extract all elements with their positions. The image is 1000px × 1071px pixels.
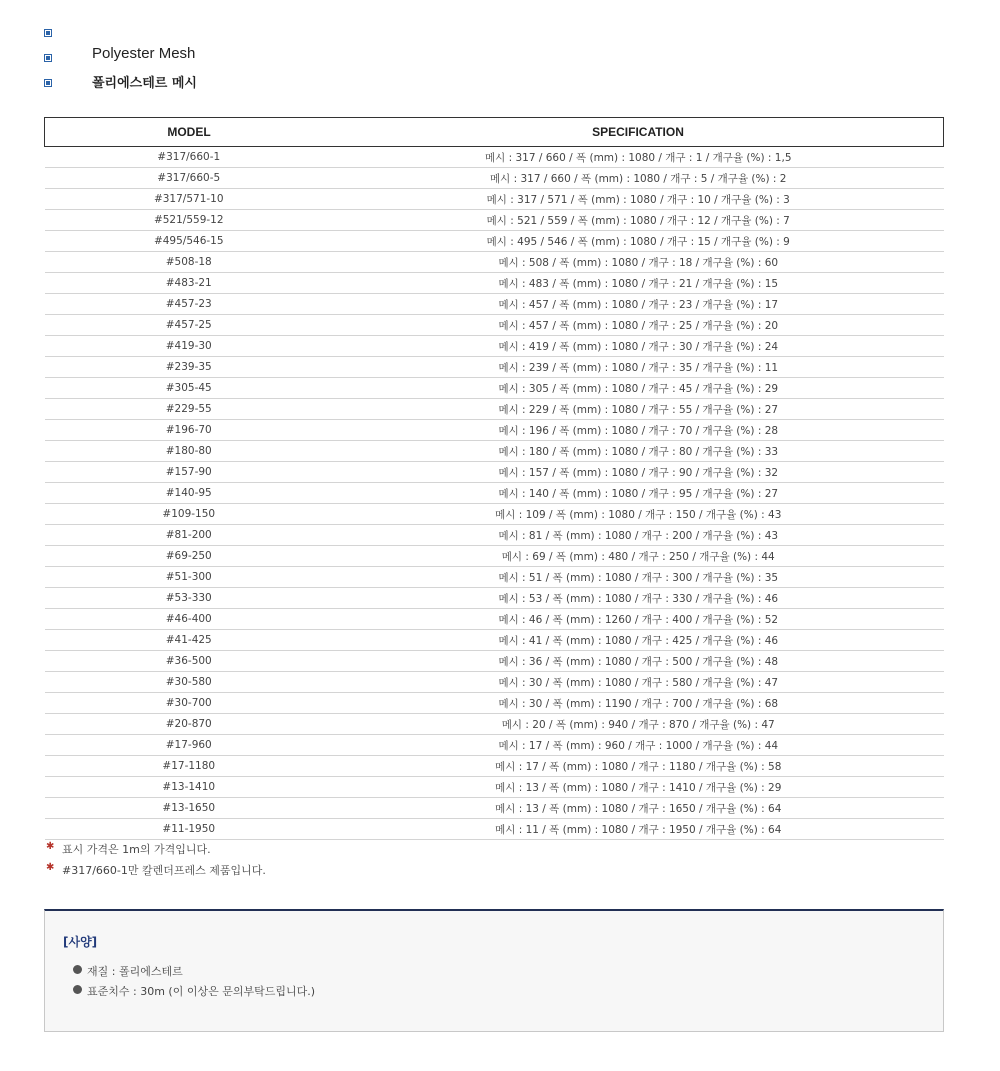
- square-bullet-icon: [44, 79, 52, 87]
- model-cell: #317/571-10: [45, 189, 334, 210]
- table-row: [45, 693, 944, 714]
- model-cell: #239-35: [45, 357, 334, 378]
- column-header-model: MODEL: [45, 118, 334, 147]
- table-row: [45, 462, 944, 483]
- table-row: [45, 441, 944, 462]
- table-row: [45, 399, 944, 420]
- model-cell: #30-580: [45, 672, 334, 693]
- table-row: [45, 651, 944, 672]
- specification-cell: 메시 : 495 / 546 / 폭 (mm) : 1080 / 개구 : 15 / 개구율 (%) : 9: [333, 231, 944, 252]
- table-row: [45, 273, 944, 294]
- dot-bullet-icon: [73, 965, 82, 974]
- table-row: [45, 588, 944, 609]
- table-row: [45, 609, 944, 630]
- table-row: [45, 567, 944, 588]
- column-header-specification: SPECIFICATION: [333, 118, 944, 147]
- table-row: [45, 819, 944, 840]
- specification-cell: 메시 : 109 / 폭 (mm) : 1080 / 개구 : 150 / 개구율 (%) : 43: [333, 504, 944, 525]
- specification-cell: 메시 : 51 / 폭 (mm) : 1080 / 개구 : 300 / 개구율 (%) : 35: [333, 567, 944, 588]
- model-cell: #229-55: [45, 399, 334, 420]
- model-cell: #11-1950: [45, 819, 334, 840]
- table-row: [45, 357, 944, 378]
- table-row: [45, 630, 944, 651]
- note-item: [46, 841, 266, 862]
- specification-cell: 메시 : 13 / 폭 (mm) : 1080 / 개구 : 1410 / 개구율 (%) : 29: [333, 777, 944, 798]
- model-cell: #30-700: [45, 693, 334, 714]
- specification-cell: 메시 : 46 / 폭 (mm) : 1260 / 개구 : 400 / 개구율 (%) : 52: [333, 609, 944, 630]
- notes: [46, 841, 266, 883]
- table-row: [45, 147, 944, 168]
- specification-cell: 메시 : 419 / 폭 (mm) : 1080 / 개구 : 30 / 개구율 (%) : 24: [333, 336, 944, 357]
- table-row: [45, 525, 944, 546]
- model-cell: #483-21: [45, 273, 334, 294]
- spec-item-text: 표준치수 : 30m (이 이상은 문의부탁드립니다.): [87, 985, 315, 998]
- specification-cell: 메시 : 36 / 폭 (mm) : 1080 / 개구 : 500 / 개구율 (%) : 48: [333, 651, 944, 672]
- spec-item: [73, 983, 315, 1003]
- specification-cell: 메시 : 508 / 폭 (mm) : 1080 / 개구 : 18 / 개구율 (%) : 60: [333, 252, 944, 273]
- specification-cell: 메시 : 17 / 폭 (mm) : 960 / 개구 : 1000 / 개구율 (%) : 44: [333, 735, 944, 756]
- table-row: [45, 294, 944, 315]
- specification-cell: 메시 : 196 / 폭 (mm) : 1080 / 개구 : 70 / 개구율 (%) : 28: [333, 420, 944, 441]
- dot-bullet-icon: [73, 985, 82, 994]
- model-cell: #305-45: [45, 378, 334, 399]
- asterisk-icon: ✱: [46, 862, 55, 873]
- specification-cell: 메시 : 305 / 폭 (mm) : 1080 / 개구 : 45 / 개구율 (%) : 29: [333, 378, 944, 399]
- spec-table: [44, 117, 944, 840]
- model-cell: #157-90: [45, 462, 334, 483]
- table-row: [45, 672, 944, 693]
- specification-cell: 메시 : 69 / 폭 (mm) : 480 / 개구 : 250 / 개구율 (%) : 44: [333, 546, 944, 567]
- specification-cell: 메시 : 20 / 폭 (mm) : 940 / 개구 : 870 / 개구율 (%) : 47: [333, 714, 944, 735]
- square-bullet-icon: [44, 54, 52, 62]
- model-cell: #521/559-12: [45, 210, 334, 231]
- table-row: [45, 504, 944, 525]
- specification-cell: 메시 : 317 / 660 / 폭 (mm) : 1080 / 개구 : 5 / 개구율 (%) : 2: [333, 168, 944, 189]
- spec-item: [73, 963, 315, 983]
- specification-cell: 메시 : 483 / 폭 (mm) : 1080 / 개구 : 21 / 개구율 (%) : 15: [333, 273, 944, 294]
- table-row: [45, 798, 944, 819]
- asterisk-icon: ✱: [46, 841, 55, 852]
- model-cell: #17-1180: [45, 756, 334, 777]
- note-item: [46, 862, 266, 883]
- note-text: #317/660-1만 칼렌더프레스 제품입니다.: [62, 864, 266, 877]
- table-row: [45, 168, 944, 189]
- model-cell: #317/660-1: [45, 147, 334, 168]
- title-ko: 폴리에스테르 메시: [92, 76, 197, 91]
- table-row: [45, 315, 944, 336]
- model-cell: #140-95: [45, 483, 334, 504]
- table-row: [45, 189, 944, 210]
- model-cell: #495/546-15: [45, 231, 334, 252]
- table-row: [45, 777, 944, 798]
- model-cell: #109-150: [45, 504, 334, 525]
- model-cell: #317/660-5: [45, 168, 334, 189]
- title-en: Polyester Mesh: [92, 45, 196, 62]
- model-cell: #419-30: [45, 336, 334, 357]
- specification-cell: 메시 : 457 / 폭 (mm) : 1080 / 개구 : 25 / 개구율 (%) : 20: [333, 315, 944, 336]
- specification-cell: 메시 : 457 / 폭 (mm) : 1080 / 개구 : 23 / 개구율 (%) : 17: [333, 294, 944, 315]
- specification-cell: 메시 : 521 / 559 / 폭 (mm) : 1080 / 개구 : 12 / 개구율 (%) : 7: [333, 210, 944, 231]
- model-cell: #46-400: [45, 609, 334, 630]
- square-bullet-icon: [44, 29, 52, 37]
- specification-cell: 메시 : 180 / 폭 (mm) : 1080 / 개구 : 80 / 개구율 (%) : 33: [333, 441, 944, 462]
- model-cell: #51-300: [45, 567, 334, 588]
- table-row: [45, 546, 944, 567]
- model-cell: #69-250: [45, 546, 334, 567]
- specification-cell: 메시 : 140 / 폭 (mm) : 1080 / 개구 : 95 / 개구율 (%) : 27: [333, 483, 944, 504]
- model-cell: #508-18: [45, 252, 334, 273]
- table-row: [45, 252, 944, 273]
- model-cell: #13-1410: [45, 777, 334, 798]
- model-cell: #457-25: [45, 315, 334, 336]
- specification-cell: 메시 : 11 / 폭 (mm) : 1080 / 개구 : 1950 / 개구율 (%) : 64: [333, 819, 944, 840]
- model-cell: #180-80: [45, 441, 334, 462]
- model-cell: #20-870: [45, 714, 334, 735]
- table-header-row: [45, 118, 944, 147]
- specification-cell: 메시 : 239 / 폭 (mm) : 1080 / 개구 : 35 / 개구율 (%) : 11: [333, 357, 944, 378]
- specification-cell: 메시 : 17 / 폭 (mm) : 1080 / 개구 : 1180 / 개구율 (%) : 58: [333, 756, 944, 777]
- specification-cell: 메시 : 81 / 폭 (mm) : 1080 / 개구 : 200 / 개구율 (%) : 43: [333, 525, 944, 546]
- specification-cell: 메시 : 53 / 폭 (mm) : 1080 / 개구 : 330 / 개구율 (%) : 46: [333, 588, 944, 609]
- model-cell: #457-23: [45, 294, 334, 315]
- table-row: [45, 231, 944, 252]
- model-cell: #36-500: [45, 651, 334, 672]
- specification-cell: 메시 : 157 / 폭 (mm) : 1080 / 개구 : 90 / 개구율 (%) : 32: [333, 462, 944, 483]
- specification-cell: 메시 : 41 / 폭 (mm) : 1080 / 개구 : 425 / 개구율 (%) : 46: [333, 630, 944, 651]
- spec-box: [44, 909, 944, 1032]
- specification-cell: 메시 : 317 / 660 / 폭 (mm) : 1080 / 개구 : 1 / 개구율 (%) : 1,5: [333, 147, 944, 168]
- spec-item-text: 재질 : 폴리에스테르: [87, 965, 183, 978]
- specification-cell: 메시 : 13 / 폭 (mm) : 1080 / 개구 : 1650 / 개구율 (%) : 64: [333, 798, 944, 819]
- table-body: [45, 147, 944, 840]
- specification-cell: 메시 : 30 / 폭 (mm) : 1080 / 개구 : 580 / 개구율 (%) : 47: [333, 672, 944, 693]
- table-row: [45, 378, 944, 399]
- note-text: 표시 가격은 1m의 가격입니다.: [62, 843, 211, 856]
- table-row: [45, 420, 944, 441]
- table-row: [45, 210, 944, 231]
- table-row: [45, 756, 944, 777]
- spec-box-title: [사양]: [63, 935, 98, 949]
- model-cell: #53-330: [45, 588, 334, 609]
- table-row: [45, 483, 944, 504]
- spec-list: [73, 963, 315, 1003]
- specification-cell: 메시 : 317 / 571 / 폭 (mm) : 1080 / 개구 : 10 / 개구율 (%) : 3: [333, 189, 944, 210]
- model-cell: #41-425: [45, 630, 334, 651]
- model-cell: #81-200: [45, 525, 334, 546]
- table-row: [45, 336, 944, 357]
- specification-cell: 메시 : 229 / 폭 (mm) : 1080 / 개구 : 55 / 개구율 (%) : 27: [333, 399, 944, 420]
- table-row: [45, 714, 944, 735]
- table-row: [45, 735, 944, 756]
- model-cell: #196-70: [45, 420, 334, 441]
- model-cell: #17-960: [45, 735, 334, 756]
- model-cell: #13-1650: [45, 798, 334, 819]
- specification-cell: 메시 : 30 / 폭 (mm) : 1190 / 개구 : 700 / 개구율 (%) : 68: [333, 693, 944, 714]
